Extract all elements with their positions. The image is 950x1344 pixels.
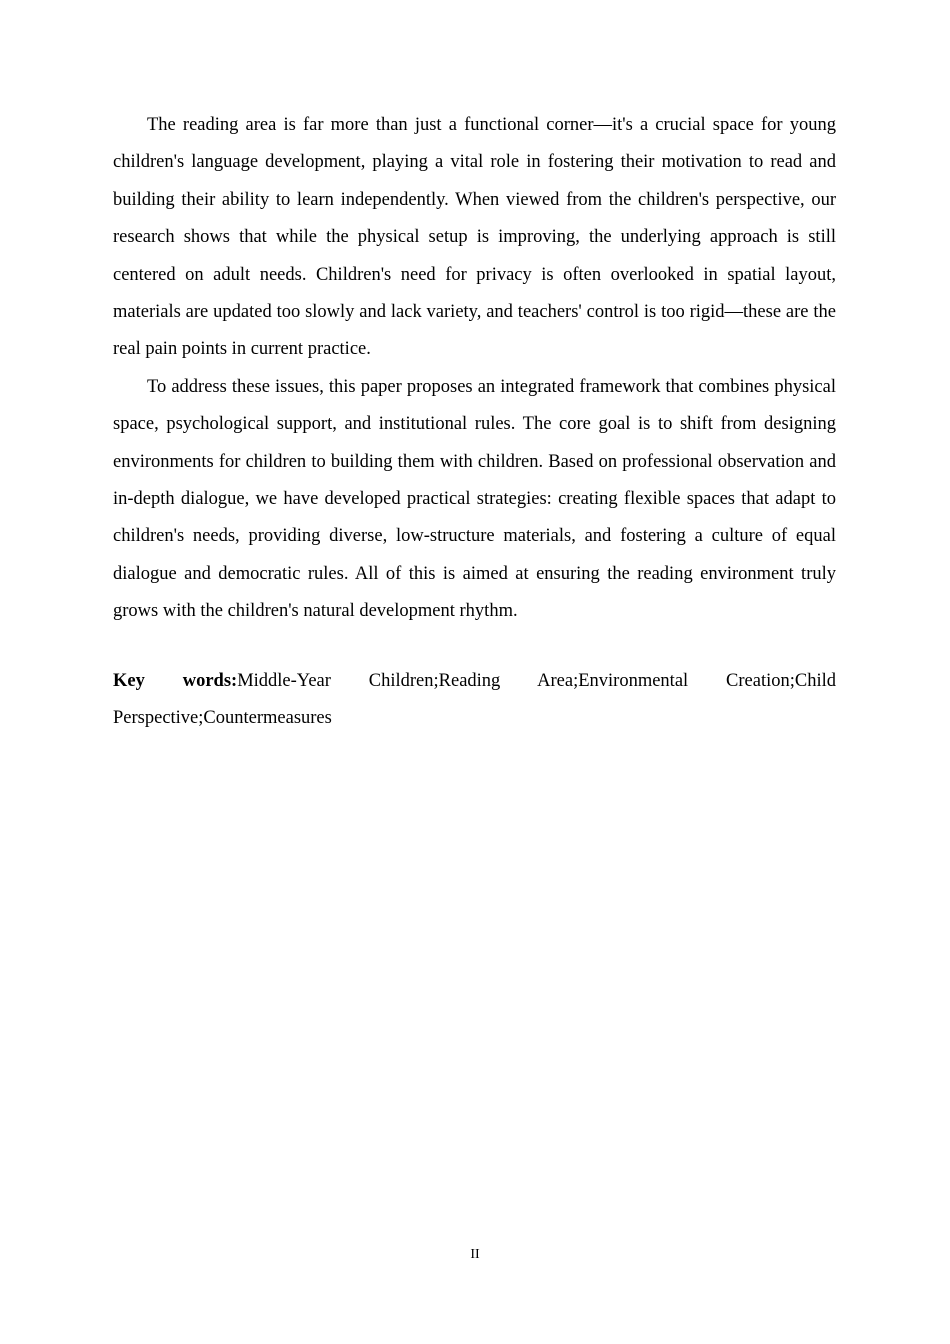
abstract-paragraph-2: To address these issues, this paper proposes an integrated framework that combines physical space, psychological support, and institutional rules. The core goal is to shift from designing environments for children to building them with children. Based on professional observation and in-depth dialogue, we have developed practical strategies: creating flexible spaces that adapt to children's needs, providing diverse, low-structure materials, and fostering a culture of equal dialogue and democratic rules. All of this is aimed at ensuring the reading environment truly grows with the children's natural development rhythm. bbox=[113, 376, 836, 622]
abstract-body bbox=[113, 107, 836, 631]
keywords-text: Middle-Year Children;Reading Area;Environmental Creation;Child Perspective;Countermeasures bbox=[113, 671, 836, 729]
abstract-paragraph-1: The reading area is far more than just a functional corner—it's a crucial space for young children's language development, playing a vital role in fostering their motivation to read and building their ability to learn independently. When viewed from the children's perspective, our research shows that while the physical setup is improving, the underlying approach is still centered on adult needs. Children's need for privacy is often overlooked in spatial layout, materials are updated too slowly and lack variety, and teachers' control is too rigid—these are the real pain points in current practice. bbox=[113, 115, 836, 360]
page-number: II bbox=[470, 1247, 480, 1262]
keywords-label: Key words: bbox=[113, 671, 238, 691]
keywords-line bbox=[113, 663, 836, 738]
